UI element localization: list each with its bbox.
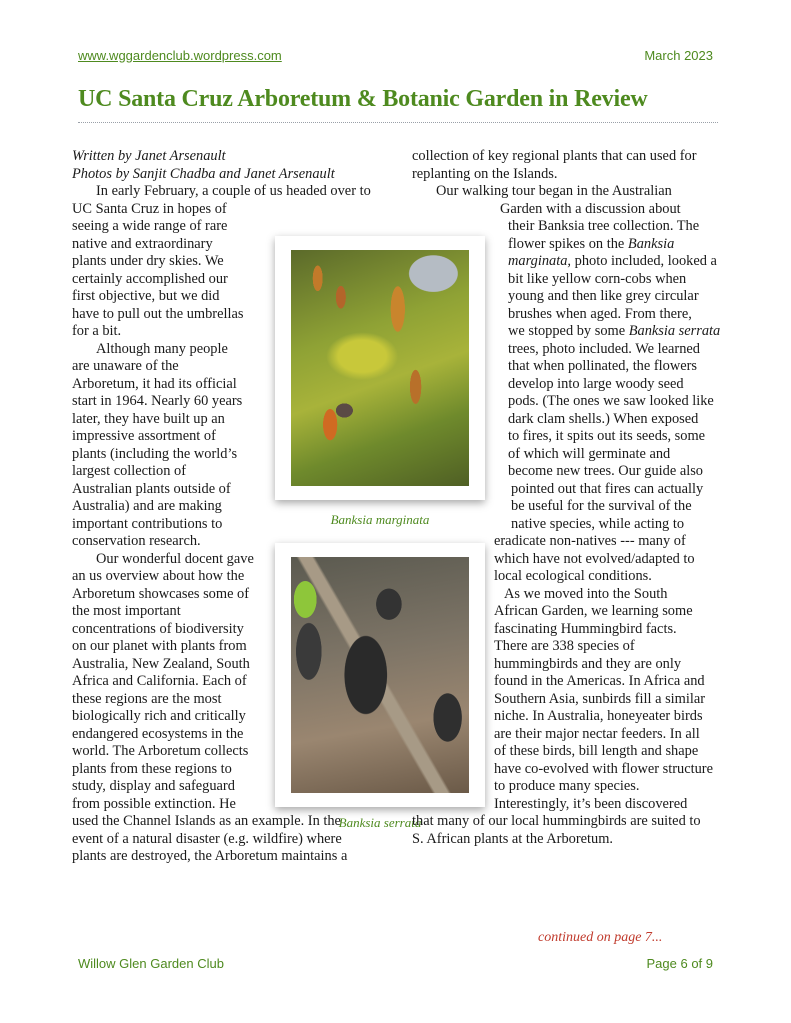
text-line: become new trees. Our guide also bbox=[508, 463, 704, 479]
text-line: impressive assortment of bbox=[72, 428, 216, 444]
text-line: endangered ecosystems in the bbox=[72, 725, 244, 742]
article-title: UC Santa Cruz Arboretum & Botanic Garden in Review bbox=[78, 86, 648, 112]
species-name: Banksia bbox=[627, 235, 675, 252]
text-line: largest collection of bbox=[72, 463, 187, 479]
text-line: native species, while acting to bbox=[511, 515, 685, 532]
text-line: develop into large woody seed bbox=[508, 375, 684, 392]
footer-page-number: Page 6 of 9 bbox=[646, 956, 713, 971]
text-line: Our wonderful docent gave bbox=[96, 550, 254, 567]
text-line: which have not evolved/adapted to bbox=[494, 550, 695, 567]
text-line: have co-evolved with flower structure bbox=[494, 760, 713, 777]
text-line: As we moved into the South bbox=[504, 585, 668, 602]
website-link[interactable]: www.wggardenclub.wordpress.com bbox=[78, 48, 282, 63]
text-line: Interestingly, it’s been discovered bbox=[494, 795, 688, 812]
species-name: marginata, bbox=[508, 253, 572, 269]
footer-club-name: Willow Glen Garden Club bbox=[78, 956, 224, 971]
byline-photos: Photos by Sanjit Chadba and Janet Arsenault bbox=[72, 165, 335, 182]
text-line: local ecological conditions. bbox=[494, 568, 652, 584]
text-line: certainly accomplished our bbox=[72, 270, 228, 287]
text-line: eradicate non-natives --- many of bbox=[494, 533, 686, 549]
text-line bbox=[412, 323, 720, 341]
text-line: important contributions to bbox=[72, 515, 223, 532]
text-line: bit like yellow corn-cobs when bbox=[508, 270, 687, 287]
text-line: plants (including the world’s bbox=[72, 445, 238, 462]
text-line: Although many people bbox=[96, 340, 228, 357]
text-line: replanting on the Islands. bbox=[412, 165, 558, 182]
text-line: an us overview about how the bbox=[72, 568, 245, 584]
text-line: their Banksia tree collection. The bbox=[508, 218, 700, 234]
text-line: Australia) and are making bbox=[72, 498, 222, 514]
text-line: are unaware of the bbox=[72, 358, 179, 374]
text-line: dark clam shells.) When exposed bbox=[508, 410, 699, 427]
caption-banksia-serrata: Banksia serrata bbox=[338, 815, 422, 830]
text-line bbox=[412, 253, 720, 271]
text-line: niche. In Australia, honeyeater birds bbox=[494, 708, 703, 724]
text-line: that many of our local hummingbirds are suited to bbox=[412, 813, 701, 829]
text-line: Southern Asia, sunbirds fill a similar bbox=[494, 690, 706, 707]
text-line: to produce many species. bbox=[494, 778, 640, 794]
text-line: seeing a wide range of rare bbox=[72, 218, 228, 234]
text-line: native and extraordinary bbox=[72, 235, 213, 252]
issue-date: March 2023 bbox=[644, 48, 713, 63]
text-line: African Garden, we learning some bbox=[494, 603, 693, 619]
text-line: from possible extinction. He bbox=[72, 795, 236, 812]
title-divider bbox=[78, 122, 718, 123]
text-line: study, display and safeguard bbox=[72, 778, 235, 794]
text-line: pointed out that fires can actually bbox=[511, 480, 704, 497]
continued-note: continued on page 7... bbox=[538, 930, 663, 945]
text-line: S. African plants at the Arboretum. bbox=[412, 830, 614, 847]
text-line: on our planet with plants from bbox=[72, 638, 247, 654]
text-line: Arboretum, it had its official bbox=[72, 375, 237, 392]
text-line: event of a natural disaster (e.g. wildfire) where bbox=[72, 830, 342, 847]
text-line: Arboretum showcases some of bbox=[72, 585, 250, 602]
text-line: In early February, a couple of us headed over to bbox=[96, 183, 371, 199]
text-line: fascinating Hummingbird facts. bbox=[494, 620, 677, 637]
text-line: Australian plants outside of bbox=[72, 480, 231, 497]
text-line: plants under dry skies. We bbox=[72, 253, 224, 269]
text-fragment: flower spikes on the bbox=[508, 235, 628, 252]
text-line: pods. (The ones we saw looked like bbox=[508, 393, 714, 409]
text-line: biologically rich and critically bbox=[72, 708, 246, 724]
text-line: these regions are the most bbox=[72, 690, 222, 707]
text-line: start in 1964. Nearly 60 years bbox=[72, 393, 243, 409]
text-line: UC Santa Cruz in hopes of bbox=[72, 200, 227, 217]
text-fragment: we stopped by some bbox=[508, 323, 629, 339]
text-line: to fires, it spits out its seeds, some bbox=[508, 428, 706, 444]
text-line: plants are destroyed, the Arboretum maintains a bbox=[72, 848, 348, 864]
text-line: collection of key regional plants that can used for bbox=[412, 148, 697, 164]
text-line: hummingbirds and they are only bbox=[494, 655, 682, 672]
text-line: be useful for the survival of the bbox=[511, 498, 692, 514]
text-line: trees, photo included. We learned bbox=[508, 340, 700, 357]
text-line: conservation research. bbox=[72, 533, 201, 549]
text-line: for a bit. bbox=[72, 323, 122, 339]
text-line: are their major nectar feeders. In all bbox=[494, 725, 700, 742]
caption-banksia-marginata: Banksia marginata bbox=[330, 512, 430, 527]
text-line bbox=[412, 236, 720, 254]
text-line: Australia, New Zealand, South bbox=[72, 655, 250, 672]
text-line: Africa and California. Each of bbox=[72, 673, 247, 689]
text-line: the most important bbox=[72, 603, 181, 619]
text-line: of which will germinate and bbox=[508, 445, 671, 462]
text-line: young and then like grey circular bbox=[508, 288, 699, 304]
text-line: first objective, but we did bbox=[72, 288, 220, 304]
text-line: Our walking tour began in the Australian bbox=[436, 183, 672, 199]
text-line: of these birds, bill length and shape bbox=[494, 743, 699, 759]
text-line: brushes when aged. From there, bbox=[508, 305, 692, 322]
text-line: world. The Arboretum collects bbox=[72, 743, 249, 759]
text-line: Garden with a discussion about bbox=[500, 200, 681, 217]
text-fragment: photo included, looked a bbox=[571, 253, 717, 269]
text-line: plants from these regions to bbox=[72, 760, 232, 777]
right-column bbox=[412, 148, 720, 848]
species-name: Banksia serrata bbox=[628, 323, 721, 339]
text-line: There are 338 species of bbox=[494, 638, 635, 654]
text-line: later, they have built up an bbox=[72, 410, 225, 427]
text-line: have to pull out the umbrellas bbox=[72, 305, 244, 322]
text-line: used the Channel Islands as an example. In the bbox=[72, 813, 341, 829]
text-line: concentrations of biodiversity bbox=[72, 620, 244, 637]
text-line: that when pollinated, the flowers bbox=[508, 358, 698, 374]
text-line: found in the Americas. In Africa and bbox=[494, 673, 705, 689]
byline-author: Written by Janet Arsenault bbox=[72, 148, 226, 164]
